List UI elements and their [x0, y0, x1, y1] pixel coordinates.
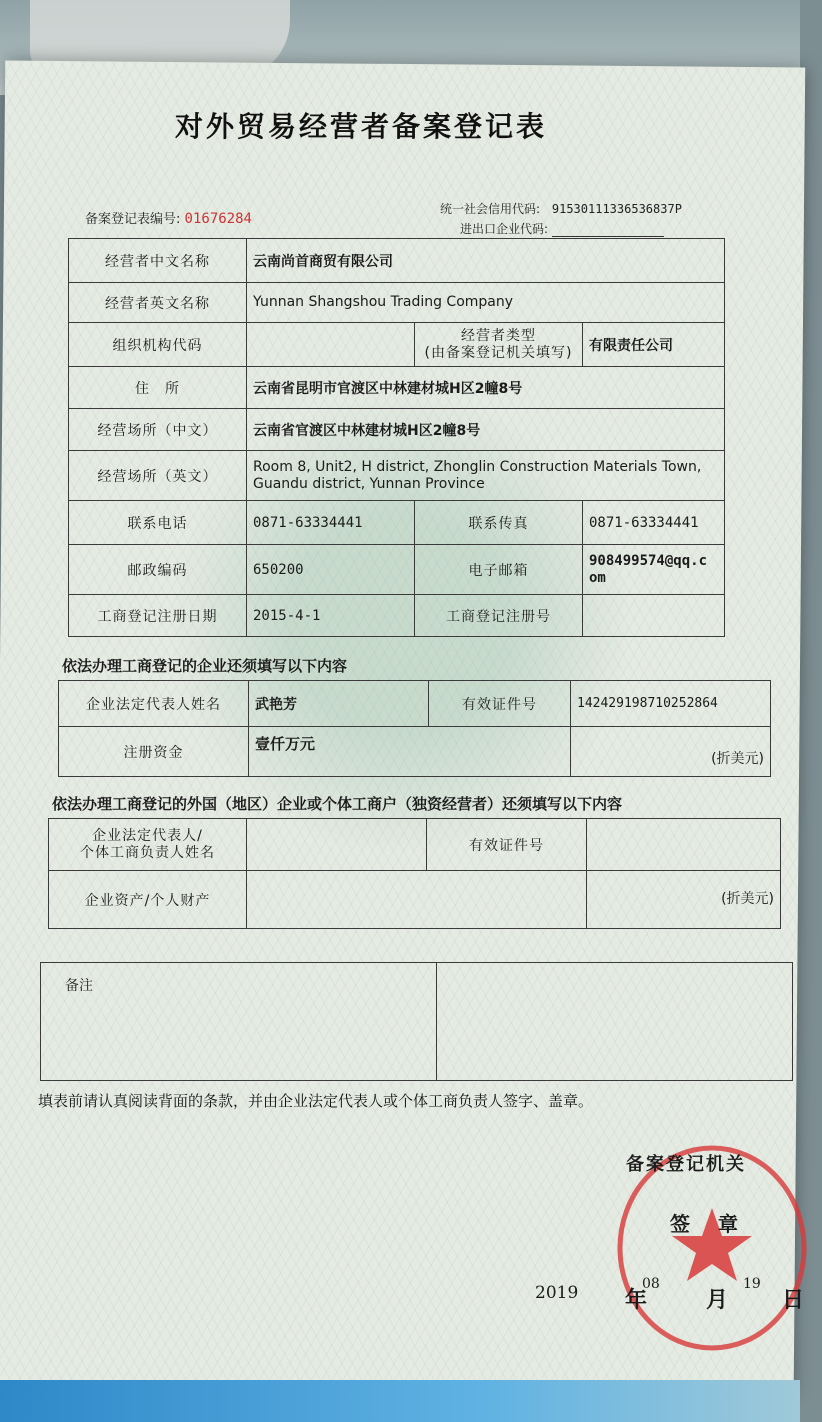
registration-number-value: 01676284 [184, 211, 252, 227]
table-row [69, 451, 725, 501]
legal-rep-value: 武艳芳 [249, 681, 429, 727]
rep-value [247, 819, 427, 871]
org-code-value [247, 323, 415, 367]
postcode-value: 650200 [247, 545, 415, 595]
table-row [69, 367, 725, 409]
table-row [69, 409, 725, 451]
table-row [69, 501, 725, 545]
fax-value: 0871-63334441 [583, 501, 725, 545]
email-label: 电子邮箱 [415, 545, 583, 595]
sign-seal-label: 签 章 [670, 1212, 742, 1236]
type-label-cell [415, 323, 583, 367]
postcode-label: 邮政编码 [69, 545, 247, 595]
legal-rep-label: 企业法定代表人姓名 [59, 681, 249, 727]
name-cn-label: 经营者中文名称 [69, 239, 247, 283]
form-title: 对外贸易经营者备案登记表 [175, 110, 548, 143]
remarks-value [437, 963, 793, 1081]
name-cn-value: 云南尚首商贸有限公司 [247, 239, 725, 283]
name-en-label: 经营者英文名称 [69, 283, 247, 323]
section-a-heading: 依法办理工商登记的企业还须填写以下内容 [62, 657, 348, 675]
table-row [41, 963, 793, 1081]
premises-en-label: 经营场所（英文） [69, 451, 247, 501]
type-label: 经营者类型 [461, 327, 536, 344]
section-a-table [58, 680, 771, 777]
assets-value [247, 871, 587, 929]
date-year-label: 年 [625, 1288, 648, 1313]
table-row [59, 681, 771, 727]
credit-code [440, 200, 682, 217]
reg-date-label: 工商登记注册日期 [69, 595, 247, 637]
reg-no-value [583, 595, 725, 637]
fax-label: 联系传真 [415, 501, 583, 545]
address-label: 住 所 [69, 367, 247, 409]
rep-label-cell [49, 819, 247, 871]
import-export-code [460, 220, 664, 237]
table-row [69, 323, 725, 367]
import-export-code-label: 进出口企业代码: [460, 222, 549, 236]
capital-usd-note: (折美元) [571, 727, 771, 777]
section-b-heading: 依法办理工商登记的外国（地区）企业或个体工商户（独资经营者）还须填写以下内容 [52, 795, 623, 813]
reg-date-value: 2015-4-1 [247, 595, 415, 637]
address-value: 云南省昆明市官渡区中林建材城H区2幢8号 [247, 367, 725, 409]
table-row [59, 727, 771, 777]
main-info-table [68, 238, 725, 637]
phone-label: 联系电话 [69, 501, 247, 545]
id-value [587, 819, 781, 871]
remarks-table [40, 962, 793, 1081]
table-row [69, 595, 725, 637]
id-value: 142429198710252864 [571, 681, 771, 727]
registration-number [85, 208, 252, 227]
table-row [69, 239, 725, 283]
phone-value: 0871-63334441 [247, 501, 415, 545]
table-row [69, 545, 725, 595]
type-value: 有限责任公司 [583, 323, 725, 367]
remarks-label: 备注 [41, 963, 437, 1081]
date-month: 08 [642, 1276, 660, 1292]
assets-usd-note: (折美元) [587, 871, 781, 929]
email-value: 908499574@qq.c om [583, 545, 725, 595]
date-day: 19 [743, 1276, 761, 1292]
background-bottom [0, 1380, 800, 1422]
registration-authority-label: 备案登记机关 [626, 1154, 746, 1175]
table-row [69, 283, 725, 323]
date-year: 2019 [535, 1283, 579, 1303]
import-export-code-blank [552, 224, 664, 237]
date-day-label: 日 [782, 1288, 805, 1313]
rep-label-line2: 个体工商负责人姓名 [80, 844, 215, 861]
table-row [49, 819, 781, 871]
date-month-label: 月 [706, 1288, 729, 1313]
capital-value: 壹仟万元 [249, 727, 571, 777]
credit-code-value: 91530111336536837P [551, 202, 682, 216]
reg-no-label: 工商登记注册号 [415, 595, 583, 637]
type-sublabel: (由备案登记机关填写) [424, 344, 573, 361]
assets-label: 企业资产/个人财产 [49, 871, 247, 929]
premises-cn-label: 经营场所（中文） [69, 409, 247, 451]
capital-label: 注册资金 [59, 727, 249, 777]
section-b-table [48, 818, 781, 929]
org-code-label: 组织机构代码 [69, 323, 247, 367]
id-label: 有效证件号 [427, 819, 587, 871]
registration-number-label: 备案登记表编号: [85, 212, 181, 227]
table-row [49, 871, 781, 929]
rep-label-line1: 企业法定代表人/ [92, 827, 203, 844]
instructions-notice: 填表前请认真阅读背面的条款，并由企业法定代表人或个体工商负责人签字、盖章。 [38, 1092, 594, 1110]
name-en-value: Yunnan Shangshou Trading Company [247, 283, 725, 323]
premises-cn-value: 云南省官渡区中林建材城H区2幢8号 [247, 409, 725, 451]
premises-en-value: Room 8, Unit2, H district, Zhonglin Construction Materials Town, Guandu district, Yunnan Province [247, 451, 725, 501]
id-label: 有效证件号 [429, 681, 571, 727]
credit-code-label: 统一社会信用代码: [440, 202, 541, 216]
